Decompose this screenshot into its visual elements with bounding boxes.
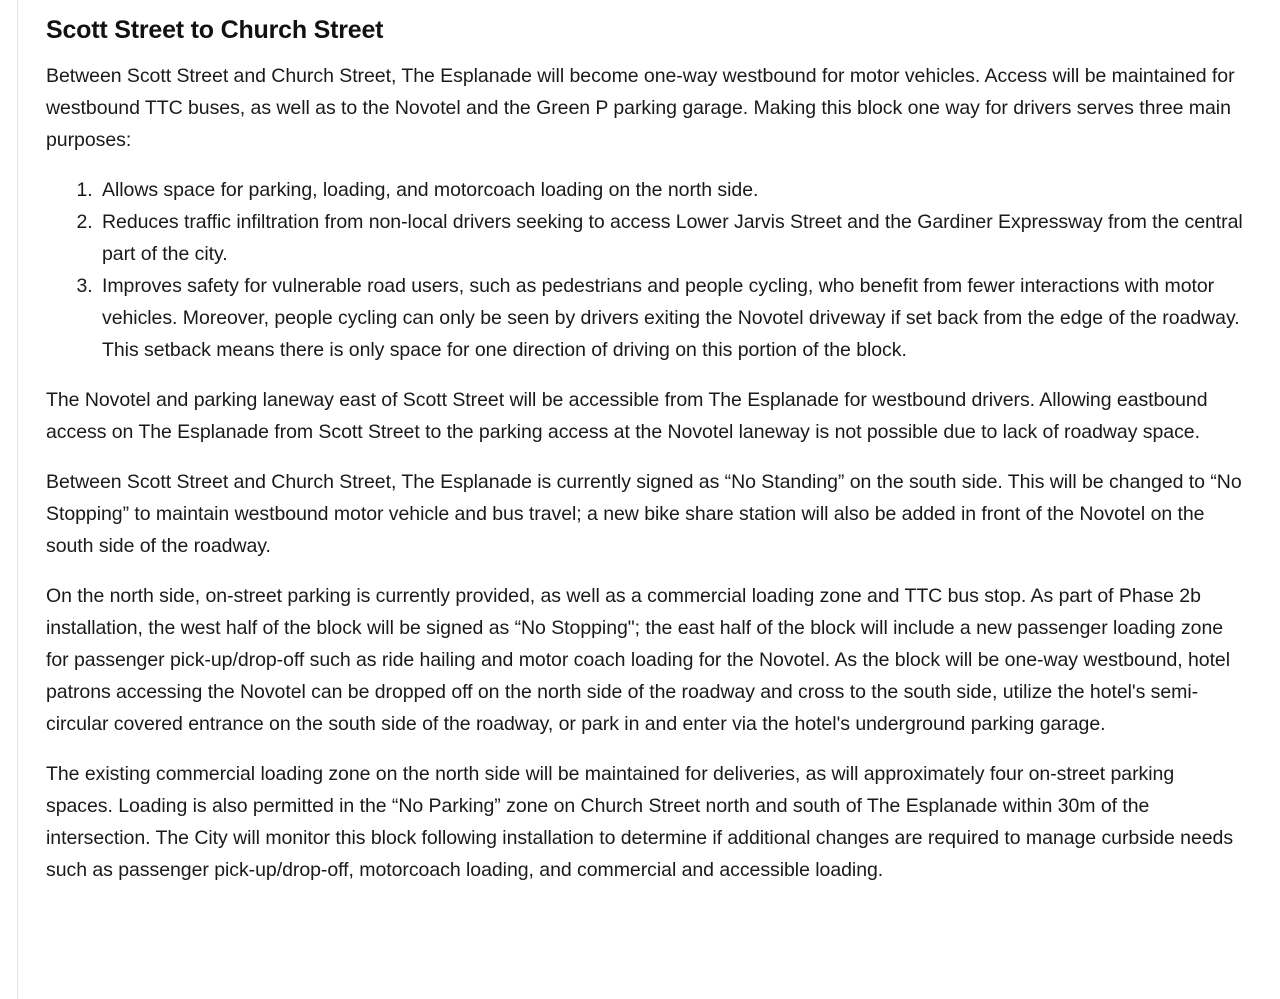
list-item: 3. Improves safety for vulnerable road users, such as pedestrians and people cycling, who benefit from fewer interactions with motor vehicles. Moreover, people cycling can only be seen by drivers exiting the Novotel driveway if set back from the edge of the roadway. This setback means there is only space for one direction of driving on this portion of the block. <box>98 270 1244 366</box>
left-margin-rule <box>17 0 18 999</box>
page-title: Scott Street to Church Street <box>46 16 384 44</box>
purposes-list <box>46 174 1244 366</box>
body-paragraph-1: The Novotel and parking laneway east of Scott Street will be accessible from The Esplanade for westbound drivers. Allowing eastbound access on The Esplanade from Scott Street to the parking access at the Novotel laneway is not possible due to lack of roadway space. <box>46 389 1208 443</box>
intro-paragraph: Between Scott Street and Church Street, The Esplanade will become one-way westbound for motor vehicles. Access will be maintained for westbound TTC buses, as well as to the Novotel and the Green P parking garage. Making this block one way for drivers serves three main purposes: <box>46 65 1235 151</box>
body-paragraph-4: The existing commercial loading zone on the north side will be maintained for deliveries, as will approximately four on-street parking spaces. Loading is also permitted in the “No Parking” zone on Church Street north and south of The Esplanade within 30m of the intersection. The City will monitor this block following installation to determine if additional changes are required to manage curbside needs such as passenger pick-up/drop-off, motorcoach loading, and commercial and accessible loading. <box>46 763 1234 881</box>
list-item: 2. Reduces traffic infiltration from non-local drivers seeking to access Lower Jarvis Street and the Gardiner Expressway from the central part of the city. <box>98 206 1244 270</box>
list-item: 1. Allows space for parking, loading, and motorcoach loading on the north side. <box>98 174 1244 206</box>
body-paragraph-2: Between Scott Street and Church Street, The Esplanade is currently signed as “No Standing” on the south side. This will be changed to “No Stopping” to maintain westbound motor vehicle and bus travel; a new bike share station will also be added in front of the Novotel on the south side of the roadway. <box>46 471 1242 557</box>
body-paragraph-3: On the north side, on-street parking is currently provided, as well as a commercial loading zone and TTC bus stop. As part of Phase 2b installation, the west half of the block will be signed as “No Stopping"; the east half of the block will include a new passenger loading zone for passenger pick-up/drop-off such as ride hailing and motor coach loading for the Novotel. As the block will be one-way westbound, hotel patrons accessing the Novotel can be dropped off on the north side of the roadway and cross to the south side, utilize the hotel's semi-circular covered entrance on the south side of the roadway, or park in and enter via the hotel's underground parking garage. <box>46 585 1231 735</box>
